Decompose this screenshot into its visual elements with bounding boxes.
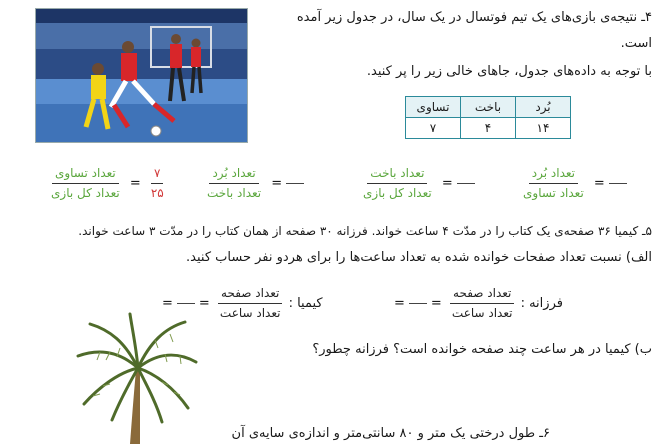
- table-header-wins: بُرد: [516, 97, 571, 118]
- ratio-wins-draws: $\frac{\text{تعداد بُرد}}{\text{تعداد تساوی}}$ =: [520, 166, 629, 201]
- q4-line-2: است.: [620, 36, 652, 51]
- q6-line-1: ۶ـ طول درختی یک متر و ۸۰ سانتی‌متر و اندازه‌ی سایه‌ی آن: [231, 426, 550, 441]
- ratio-losses-total: $\frac{\text{تعداد باخت}}{\text{تعداد کل بازی}}$ =: [360, 166, 477, 201]
- q5-line-1: ۵ـ کیمیا ۳۶ صفحه‌ی یک کتاب را در مدّت ۴ ساعت خواند. فرزانه ۳۰ صفحه از همان کتاب را در مدّت ۳ ساعت خواند.: [78, 224, 652, 238]
- answer-blank[interactable]: [609, 183, 627, 184]
- q5-line-2: الف) نسبت تعداد صفحات خوانده شده به تعداد ساعت‌ها را برای هردو نفر حساب کنید.: [186, 250, 652, 265]
- fraction-losses-total: $\frac{\text{تعداد باخت}}{\text{تعداد کل بازی}}$: [363, 166, 432, 200]
- ratio-draws-total: $\frac{\text{تعداد تساوی}}{\text{تعداد کل بازی}}$ = $\frac{۷}{۲۵}$: [48, 166, 167, 201]
- fraction-wins-draws: $\frac{\text{تعداد بُرد}}{\text{تعداد تساوی}}$: [523, 166, 584, 200]
- table-value-losses: ۴: [461, 118, 516, 139]
- answer-blank[interactable]: [177, 303, 195, 304]
- q5-part-b: ب) کیمیا در هر ساعت چند صفحه خوانده است؟ فرزانه چطور؟: [312, 342, 652, 357]
- answer-fraction: $\frac{۷}{۲۵}$: [150, 166, 164, 200]
- table-value-wins: ۱۴: [516, 118, 571, 139]
- kimia-ratio: = = $\frac{\text{تعداد صفحه}}{\text{تعداد ساعت}}$ کیمیا :: [162, 286, 323, 320]
- table-header-losses: باخت: [461, 97, 516, 118]
- fraction-draws-total: $\frac{\text{تعداد تساوی}}{\text{تعداد کل بازی}}$: [51, 166, 120, 200]
- fraction-pages-hours: $\frac{\text{تعداد صفحه}}{\text{تعداد ساعت}}$: [219, 286, 281, 320]
- answer-blank[interactable]: [286, 183, 304, 184]
- futsal-photo: [35, 8, 248, 143]
- name-kimia: کیمیا :: [288, 296, 323, 311]
- q4-line-3: با توجه به داده‌های جدول، جاهای خالی زیر را پر کنید.: [366, 64, 652, 79]
- farzaneh-ratio: = = $\frac{\text{تعداد صفحه}}{\text{تعداد ساعت}}$ فرزانه :: [394, 286, 563, 320]
- table-header-draws: تساوی: [406, 97, 461, 118]
- q4-line-1: ۴ـ نتیجه‌ی بازی‌های یک تیم فوتسال در یک سال، در جدول زیر آمده: [296, 10, 652, 25]
- fraction-wins-losses: $\frac{\text{تعداد بُرد}}{\text{تعداد باخت}}$: [207, 166, 262, 200]
- answer-blank[interactable]: [409, 303, 427, 304]
- answer-blank[interactable]: [457, 183, 475, 184]
- fraction-pages-hours: $\frac{\text{تعداد صفحه}}{\text{تعداد ساعت}}$: [451, 286, 513, 320]
- table-value-draws: ۷: [406, 118, 461, 139]
- ratio-wins-losses: $\frac{\text{تعداد بُرد}}{\text{تعداد باخت}}$ =: [204, 166, 306, 201]
- name-farzaneh: فرزانه :: [520, 296, 563, 311]
- score-table: [405, 96, 571, 139]
- palm-tree-image: [70, 312, 200, 444]
